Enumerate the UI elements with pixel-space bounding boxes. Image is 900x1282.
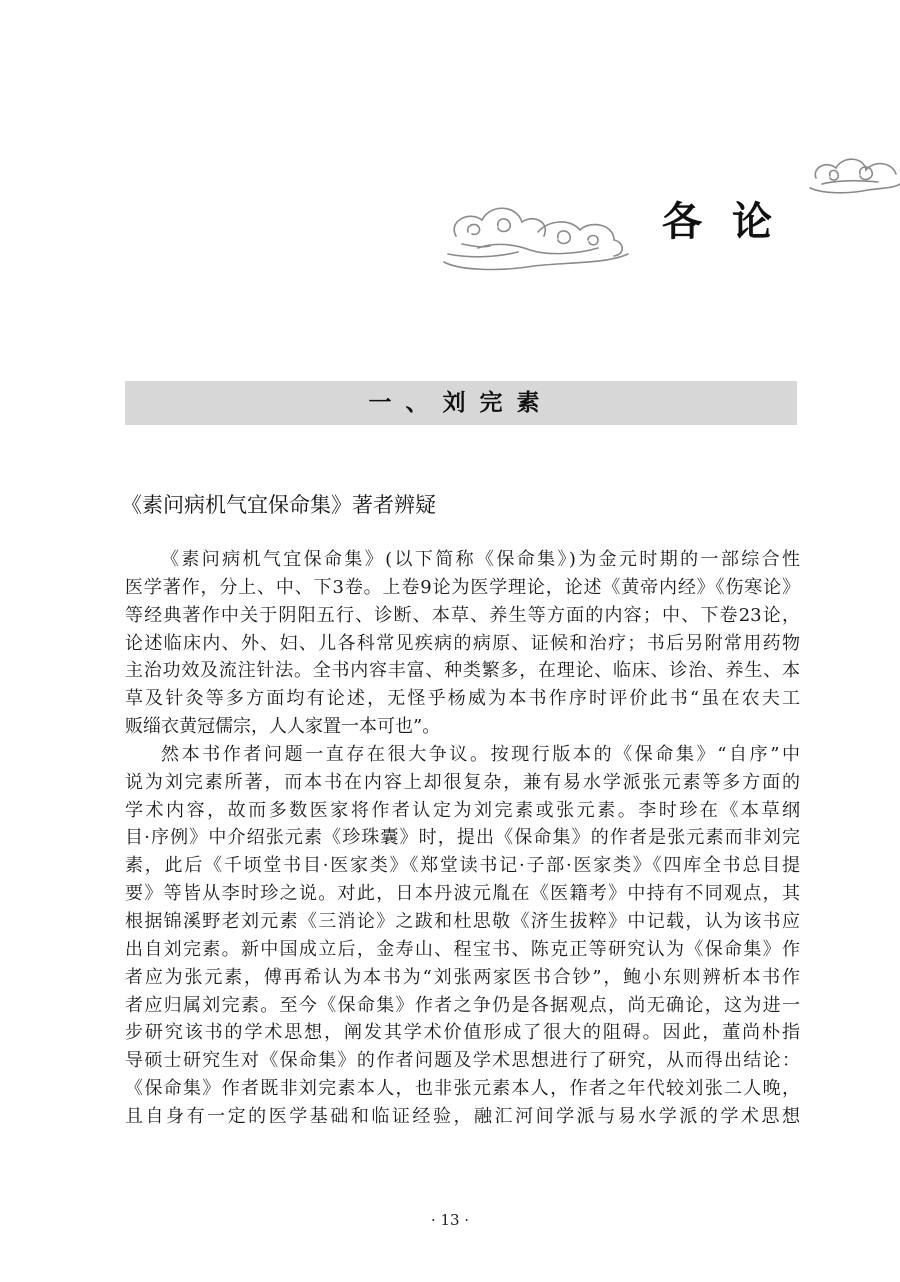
text-line: 论述临床内、外、妇、儿各科常见疾病的病原、证候和治疗；书后另附常用药物 xyxy=(125,632,800,654)
text-line: 素，此后《千顷堂书目·医家类》《郑堂读书记·子部·医家类》《四库全书总目提 xyxy=(125,855,800,877)
text-line: 医学著作，分上、中、下3卷。上卷9论为医学理论，论述《黄帝内经》《伤寒论》 xyxy=(125,576,800,598)
text-line: 《保命集》作者既非刘完素本人，也非张元素本人，作者之年代较刘张二人晚， xyxy=(125,1078,800,1100)
text-line: 学术内容，故而多数医家将作者认定为刘完素或张元素。李时珍在《本草纲 xyxy=(125,799,800,821)
text-line: 《素问病机气宜保命集》(以下简称《保命集》)为金元时期的一部综合性 xyxy=(161,549,800,570)
text-line: 目·序例》中介绍张元素《珍珠囊》时，提出《保命集》的作者是张元素而非刘完 xyxy=(125,827,800,849)
text-line: 然本书作者问题一直存在很大争议。按现行版本的《保命集》“自序”中 xyxy=(161,743,800,765)
cloud-ornament-left xyxy=(438,192,634,274)
text-line: 草及针灸等多方面均有论述，无怪乎杨威为本书作序时评价此书“虽在农夫工 xyxy=(125,688,800,710)
text-line: 贩缁衣黄冠儒宗，人人家置一本可也”。 xyxy=(125,716,441,738)
text-line: 者应归属刘完素。至今《保命集》作者之争仍是各据观点，尚无确论，这为进一 xyxy=(125,994,800,1016)
text-line: 要》等皆从李时珍之说。对此，日本丹波元胤在《医籍考》中持有不同观点，其 xyxy=(125,883,800,905)
article-title: 《素问病机气宜保命集》著者辨疑 xyxy=(121,493,436,517)
text-line: 导硕士研究生对《保命集》的作者问题及学术思想进行了研究，从而得出结论： xyxy=(125,1050,800,1072)
cloud-ornament-right xyxy=(808,148,900,198)
text-line: 根据锦溪野老刘元素《三消论》之跋和杜思敬《济生拔粹》中记载，认为该书应 xyxy=(125,910,800,932)
body-text xyxy=(125,546,800,1131)
text-line: 说为刘完素所著，而本书在内容上却很复杂，兼有易水学派张元素等多方面的 xyxy=(125,771,800,793)
text-line: 等经典著作中关于阴阳五行、诊断、本草、养生等方面的内容；中、下卷23论， xyxy=(125,604,800,626)
text-line: 主治功效及流注针法。全书内容丰富、种类繁多，在理论、临床、诊治、养生、本 xyxy=(125,660,800,682)
text-line: 出自刘完素。新中国成立后，金寿山、程宝书、陈克正等研究认为《保命集》作 xyxy=(125,938,800,960)
text-line: 步研究该书的学术思想，阐发其学术价值形成了很大的阻碍。因此，董尚朴指 xyxy=(125,1022,800,1044)
chapter-title: 各论 xyxy=(662,198,802,245)
text-line: 者应为张元素，傅再希认为本书为“刘张两家医书合钞”，鲍小东则辨析本书作 xyxy=(125,966,800,988)
page-number: · 13 · xyxy=(430,1211,470,1229)
section-title: 一、刘完素 xyxy=(368,389,554,416)
text-line: 且自身有一定的医学基础和临证经验，融汇河间学派与易水学派的学术思想 xyxy=(125,1105,800,1127)
section-heading-bar xyxy=(125,381,797,425)
